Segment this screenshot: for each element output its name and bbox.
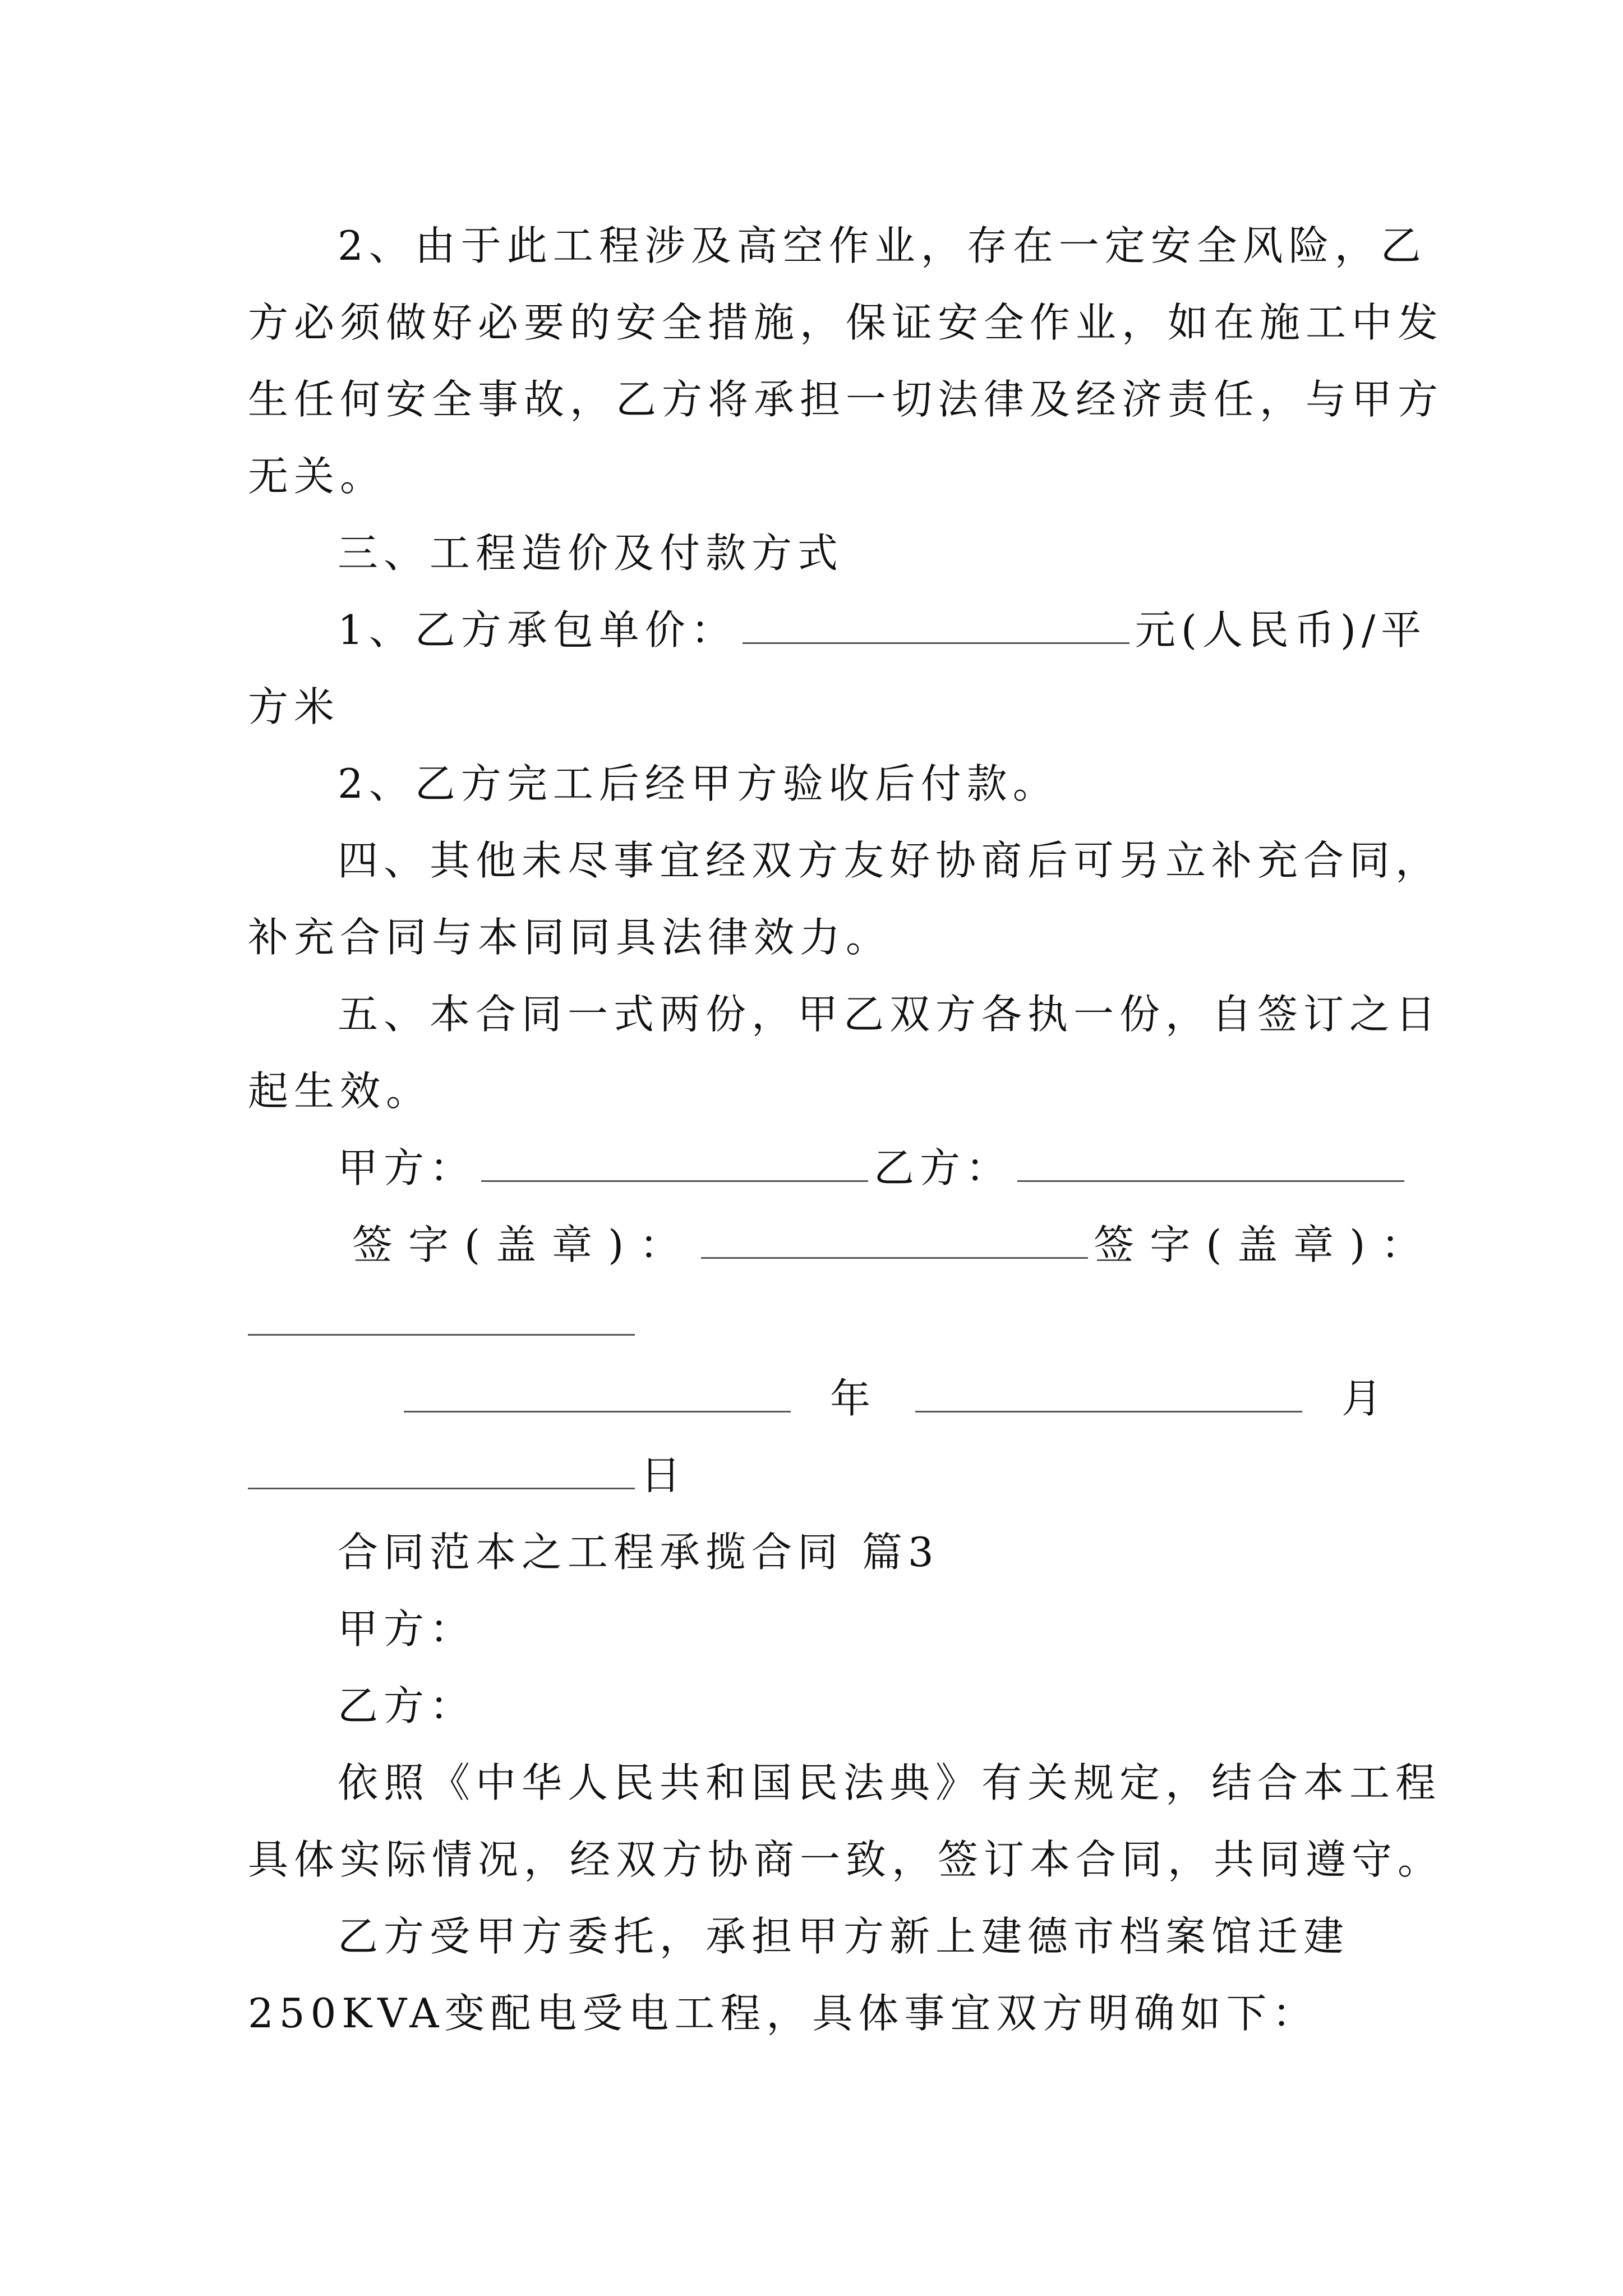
intro-line-2: 具体实际情况，经双方协商一致，签订本合同，共同遵守。 — [248, 1836, 1444, 1883]
payment-clause: 2、乙方完工后经甲方验收后付款。 — [338, 760, 1059, 807]
clause-2-line-1: 2、由于此工程涉及高空作业，存在一定安全风险，乙 — [338, 222, 1427, 269]
sign-a-blank — [701, 1218, 1088, 1259]
section-4-line-1: 四、其他未尽事宜经双方友好协商后可另立补充合同， — [338, 837, 1442, 884]
section-3-title: 三、工程造价及付款方式 — [338, 530, 844, 577]
body-line-1: 乙方受甲方委托，承担甲方新上建德市档案馆迁建 — [338, 1913, 1350, 1960]
unit-price-line-2: 方米 — [248, 683, 340, 730]
sign-b-blank — [248, 1295, 635, 1336]
sign-label-a: 签字(盖章)： — [352, 1221, 696, 1268]
unit-price-blank — [743, 603, 1129, 644]
body-line-2: 250KVA变配电受电工程，具体事宜双方明确如下： — [248, 1990, 1318, 2037]
day-blank — [248, 1448, 635, 1489]
day-line — [248, 1448, 686, 1502]
party-b-blank — [1017, 1141, 1404, 1182]
next-contract-title: 合同范本之工程承揽合同 篇3 — [338, 1529, 939, 1576]
day-label: 日 — [640, 1452, 687, 1499]
next-party-a: 甲方： — [338, 1605, 476, 1653]
clause-2-line-4: 无关。 — [248, 453, 386, 500]
year-blank — [404, 1372, 791, 1412]
month-blank — [915, 1372, 1302, 1412]
unit-price-line — [338, 603, 1427, 657]
party-b-label: 乙方： — [874, 1144, 1012, 1191]
intro-line-1: 依照《中华人民共和国民法典》有关规定，结合本工程 — [338, 1759, 1442, 1806]
year-label: 年 — [830, 1375, 877, 1422]
party-a-blank — [481, 1141, 868, 1182]
clause-2-line-3: 生任何安全事故，乙方将承担一切法律及经济责任，与甲方 — [248, 376, 1444, 423]
clause-2-line-2: 方必须做好必要的安全措施，保证安全作业，如在施工中发 — [248, 299, 1444, 346]
sign-label-b: 签字(盖章)： — [1094, 1221, 1437, 1268]
unit-price-unit: 元(人民币)/平 — [1135, 606, 1427, 654]
party-signature-line — [338, 1141, 1410, 1195]
section-4-line-2: 补充合同与本同同具法律效力。 — [248, 914, 892, 961]
date-line — [404, 1372, 1387, 1425]
next-party-b: 乙方： — [338, 1682, 476, 1729]
seal-signature-line — [352, 1218, 1437, 1272]
month-label: 月 — [1341, 1375, 1388, 1422]
party-a-label: 甲方： — [338, 1144, 476, 1191]
section-5-line-1: 五、本合同一式两份，甲乙双方各执一份，自签订之日 — [338, 991, 1442, 1038]
sign-b-blank-line — [248, 1295, 640, 1349]
unit-price-label: 1、乙方承包单价： — [338, 606, 737, 654]
section-5-line-2: 起生效。 — [248, 1068, 432, 1115]
